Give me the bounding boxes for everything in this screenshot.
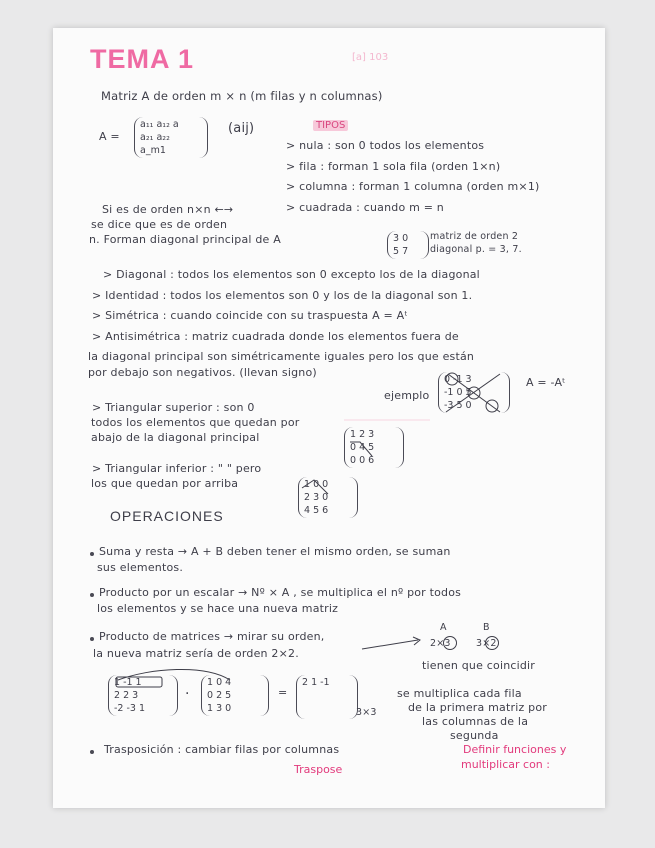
matrix-row: 4 5 6 xyxy=(304,505,329,516)
product-annotations xyxy=(116,637,420,687)
tipo-columna: > columna : forman 1 columna (orden m×1) xyxy=(286,180,540,193)
operaciones-heading: OPERACIONES xyxy=(110,508,224,524)
matrix-row: 1 0 0 xyxy=(304,479,329,490)
matrix-row: 1 -1 1 xyxy=(114,677,142,688)
triangular-superior-2: todos los elementos que quedan por xyxy=(91,416,300,429)
type-antisimetrica: > Antisimétrica : matriz cuadrada donde los elementos fuera de xyxy=(92,330,459,343)
ejemplo-label: ejemplo xyxy=(384,389,430,402)
matrix-def-row: a_m1 xyxy=(140,145,166,156)
matrix-def-row: a₂₁ a₂₂ xyxy=(140,132,170,143)
explain-1: se multiplica cada fila xyxy=(397,687,522,700)
triangular-inferior-1: > Triangular inferior : " " pero xyxy=(92,462,262,475)
multiplication-arc xyxy=(118,669,230,680)
product-dot: · xyxy=(185,686,190,702)
result-dim: 3×3 xyxy=(356,707,377,718)
square-example-caption-1: matriz de orden 2 xyxy=(430,231,519,242)
op-escalar-2: los elementos y se hace una nueva matriz xyxy=(97,602,339,615)
tipo-cuadrada: > cuadrada : cuando m = n xyxy=(286,201,444,214)
diagonal-circle xyxy=(446,373,458,385)
page-tag: [a] 103 xyxy=(352,52,389,63)
matrix-row: 1 3 0 xyxy=(207,703,232,714)
type-simetrica: > Simétrica : cuando coincide con su traspuesta A = Aᵗ xyxy=(92,309,408,322)
page-title: TEMA 1 xyxy=(90,44,195,74)
matrix-row: -2 -3 1 xyxy=(114,703,146,714)
aij-notation: (aij) xyxy=(228,121,255,136)
type-identidad: > Identidad : todos los elementos son 0 y los de la diagonal son 1. xyxy=(92,289,473,302)
antisimetrica-line-2: la diagonal principal son simétricamente iguales pero los que están xyxy=(88,350,475,363)
matrix-row: 0 4 5 xyxy=(350,442,375,453)
label-b: B xyxy=(483,622,490,633)
traspose-translation: Traspose xyxy=(294,763,343,776)
op-suma-1: Suma y resta → A + B deben tener el mismo orden, se suman xyxy=(99,545,451,558)
triangular-annotations xyxy=(302,442,372,494)
tienen-que-coincidir: tienen que coincidir xyxy=(422,659,536,672)
explain-4: segunda xyxy=(450,729,499,742)
square-example-caption-2: diagonal p. = 3, 7. xyxy=(430,244,522,255)
explain-2: de la primera matriz por xyxy=(408,701,547,714)
tipos-label: TIPOS xyxy=(313,120,348,131)
tipo-nula: > nula : son 0 todos los elementos xyxy=(286,139,485,152)
matrix-row: 2 3 0 xyxy=(304,492,329,503)
tipo-fila: > fila : forman 1 sola fila (orden 1×n) xyxy=(286,160,501,173)
matrix-row: -3 5 0 xyxy=(444,400,472,411)
matrix-row: 1 0 4 xyxy=(207,677,232,688)
matrix-heading: Matriz A de orden m × n (m filas y n columnas) xyxy=(101,89,383,103)
upper-triangle-stroke xyxy=(350,442,372,456)
product-equals: = xyxy=(278,686,288,699)
antisymmetric-equation: A = -Aᵗ xyxy=(526,376,566,389)
matrix-row: 2 1 -1 xyxy=(302,677,330,688)
cuadrada-note-2: se dice que es de orden xyxy=(91,218,228,231)
op-escalar-1: Producto por un escalar → Nº × A , se multiplica el nº por todos xyxy=(99,586,462,599)
matrix-row: 0 2 5 xyxy=(207,690,232,701)
dim-a: 2×3 xyxy=(430,638,451,649)
op-producto-2: la nueva matriz sería de orden 2×2. xyxy=(93,647,299,660)
matrix-row: 2 2 3 xyxy=(114,690,139,701)
triangular-inferior-2: los que quedan por arriba xyxy=(91,477,239,490)
matrix-def-lhs: A = xyxy=(99,130,120,143)
cuadrada-note-3: n. Forman diagonal principal de A xyxy=(89,233,281,246)
label-a: A xyxy=(440,622,447,633)
antisimetrica-line-3: por debajo son negativos. (llevan signo) xyxy=(88,366,317,379)
matrix-row: 1 2 3 xyxy=(350,429,375,440)
dim-b: 3×2 xyxy=(476,638,497,649)
arrow-to-dimensions xyxy=(362,640,418,649)
lower-triangle-stroke xyxy=(302,480,328,494)
type-diagonal: > Diagonal : todos los elementos son 0 excepto los de la diagonal xyxy=(103,268,480,281)
definir-funciones-note-1: Definir funciones y xyxy=(463,743,567,756)
matrix-def-row: a₁₁ a₁₂ a xyxy=(140,119,179,130)
definir-funciones-note-2: multiplicar con : xyxy=(461,758,550,771)
matrix-row: 5 7 xyxy=(393,246,409,257)
antisymmetric-annotations xyxy=(446,373,500,412)
triangular-superior-1: > Triangular superior : son 0 xyxy=(92,401,255,414)
matrix-row: 0 0 6 xyxy=(350,455,375,466)
op-suma-2: sus elementos. xyxy=(97,561,184,574)
matrix-row: 0 -1 3 xyxy=(444,374,472,385)
op-trasposicion: Trasposición : cambiar filas por columnas xyxy=(104,743,340,756)
matrix-row: 3 0 xyxy=(393,233,409,244)
triangular-superior-3: abajo de la diagonal principal xyxy=(91,431,260,444)
matrix-row: -1 0 5 xyxy=(444,387,472,398)
cuadrada-note-1: Si es de orden n×n ←→ xyxy=(102,203,234,216)
op-producto-1: Producto de matrices → mirar su orden, xyxy=(99,630,325,643)
explain-3: las columnas de la xyxy=(422,715,529,728)
